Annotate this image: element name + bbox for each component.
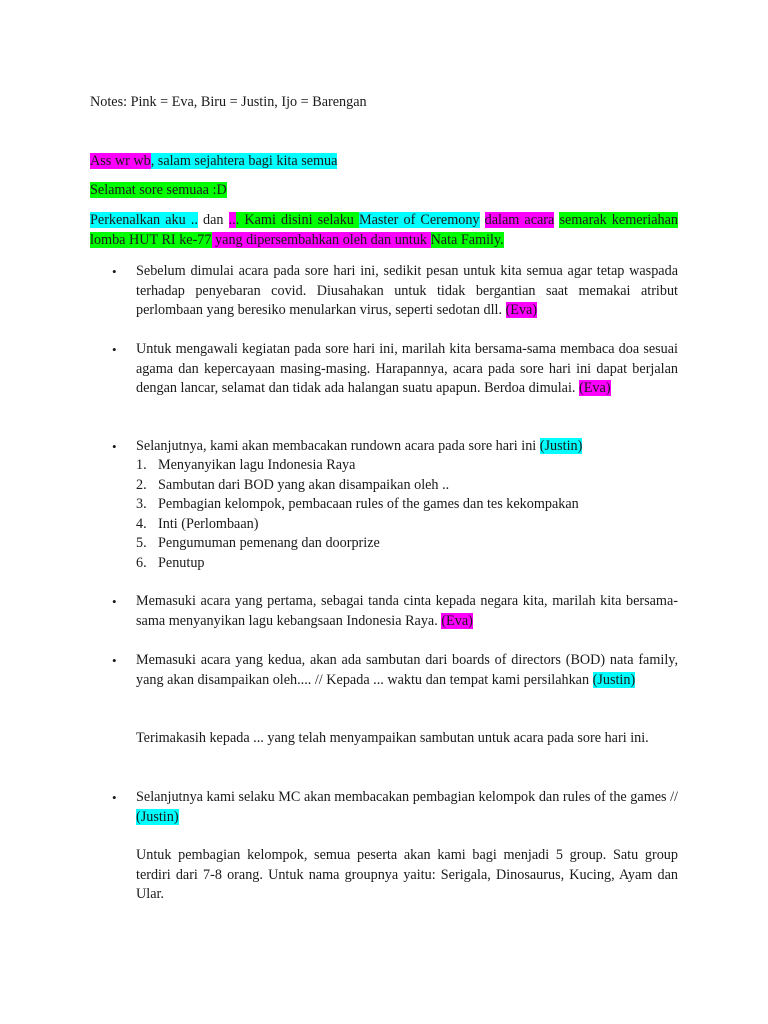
intro-paragraph <box>90 211 678 250</box>
bullet-text: Sebelum dimulai acara pada sore hari ini, sedikit pesan untuk kita semua agar tetap waspada terhadap penyebaran covid. Diusahakan untuk tidak bergantian saat memakai atribut perlombaan yang beresiko menularkan virus, seperti sedotan dll. <box>136 263 678 318</box>
bullet-dot: • <box>112 264 117 279</box>
bullet-dot: • <box>112 342 117 357</box>
bullet-dot: • <box>112 439 117 454</box>
intro-s3: .. <box>228 212 236 228</box>
speaker-tag: (Eva) <box>505 302 538 318</box>
intro-s2: dan <box>197 212 229 228</box>
bullet-doa <box>112 340 678 399</box>
list-item: 2. Sambutan dari BOD yang akan disampaikan oleh .. <box>136 476 450 493</box>
bullet-text: Selanjutnya, kami akan membacakan rundown acara pada sore hari ini <box>136 438 540 454</box>
speaker-tag: (Eva) <box>579 380 611 396</box>
intro-s7: dalam acara <box>484 212 555 228</box>
sambutan-thanks: Terimakasih kepada ... yang telah menyampaikan sambutan untuk acara pada sore hari ini. <box>136 730 649 746</box>
greeting-comma: , <box>150 153 155 169</box>
bullet-text: Untuk mengawali kegiatan pada sore hari ini, marilah kita bersama-sama membaca doa sesuai agama dan kepercayaan masing-masing. Harapannya, acara pada sore hari ini dapat berjalan dengan lancar, selamat dan tidak ada halangan suatu apapun. Berdoa dimulai. <box>136 341 678 396</box>
intro-s1: Perkenalkan aku .. <box>90 212 198 228</box>
notes-line: Notes: Pink = Eva, Biru = Justin, Ijo = Barengan <box>90 94 367 110</box>
speaker-tag: (Eva) <box>441 612 473 629</box>
list-item: 3. Pembagian kelompok, pembacaan rules of the games dan tes kekompakan <box>136 496 579 512</box>
bullet-covid <box>112 262 678 321</box>
list-item: 4. Inti (Perlombaan) <box>136 515 259 532</box>
bullet-dot: • <box>112 790 117 805</box>
speaker-tag: (Justin) <box>539 438 583 454</box>
intro-s11: Nata Family. <box>430 231 504 248</box>
pembagian-detail: Untuk pembagian kelompok, semua peserta akan kami bagi menjadi 5 group. Satu group terdiri dari 7-8 orang. Untuk nama groupnya yaitu: Serigala, Dinosaurus, Kucing, Ayam dan Ular. <box>136 847 678 902</box>
bullet-sambutan <box>112 651 678 690</box>
speaker-tag: (Justin) <box>592 671 636 688</box>
greeting-justin: salam sejahtera bagi kita semua <box>154 153 338 169</box>
sore-line <box>90 181 678 201</box>
bullet-dot: • <box>112 594 117 609</box>
greeting-line <box>90 152 678 172</box>
list-item: 6. Penutup <box>136 554 205 571</box>
intro-s4: . Kami disini selaku <box>235 212 359 228</box>
bullet-text: Memasuki acara yang pertama, sebagai tanda cinta kepada negara kita, marilah kita bersama-sama menyanyikan lagu kebangsaan Indonesia Raya. <box>136 593 678 629</box>
bullet-rundown <box>112 437 678 457</box>
rundown-list <box>136 456 678 573</box>
sore-together: Selamat sore semuaa :D <box>90 182 227 198</box>
speaker-tag: (Justin) <box>136 808 179 825</box>
bullet-text: Selanjutnya kami selaku MC akan membacakan pembagian kelompok dan rules of the games // <box>136 789 678 805</box>
greeting-eva: Ass wr wb <box>90 153 151 169</box>
bullet-indonesia-raya <box>112 592 678 631</box>
intro-s10: yang dipersembahkan oleh dan untuk <box>211 231 431 248</box>
bullet-text: Memasuki acara yang kedua, akan ada sambutan dari boards of directors (BOD) nata family, yang akan disampaikan oleh.... // Kepada ... waktu dan tempat kami persilahkan <box>136 652 678 688</box>
bullet-dot: • <box>112 653 117 668</box>
intro-s9: semarak kemeriahan lomba HUT RI ke-77 <box>90 212 678 248</box>
list-item: 1. Menyanyikan lagu Indonesia Raya <box>136 457 356 473</box>
bullet-pembagian <box>112 788 678 827</box>
list-item: 5. Pengumuman pemenang dan doorprize <box>136 535 380 551</box>
intro-s6 <box>480 212 485 228</box>
intro-s5: Master of Ceremony <box>359 212 480 228</box>
